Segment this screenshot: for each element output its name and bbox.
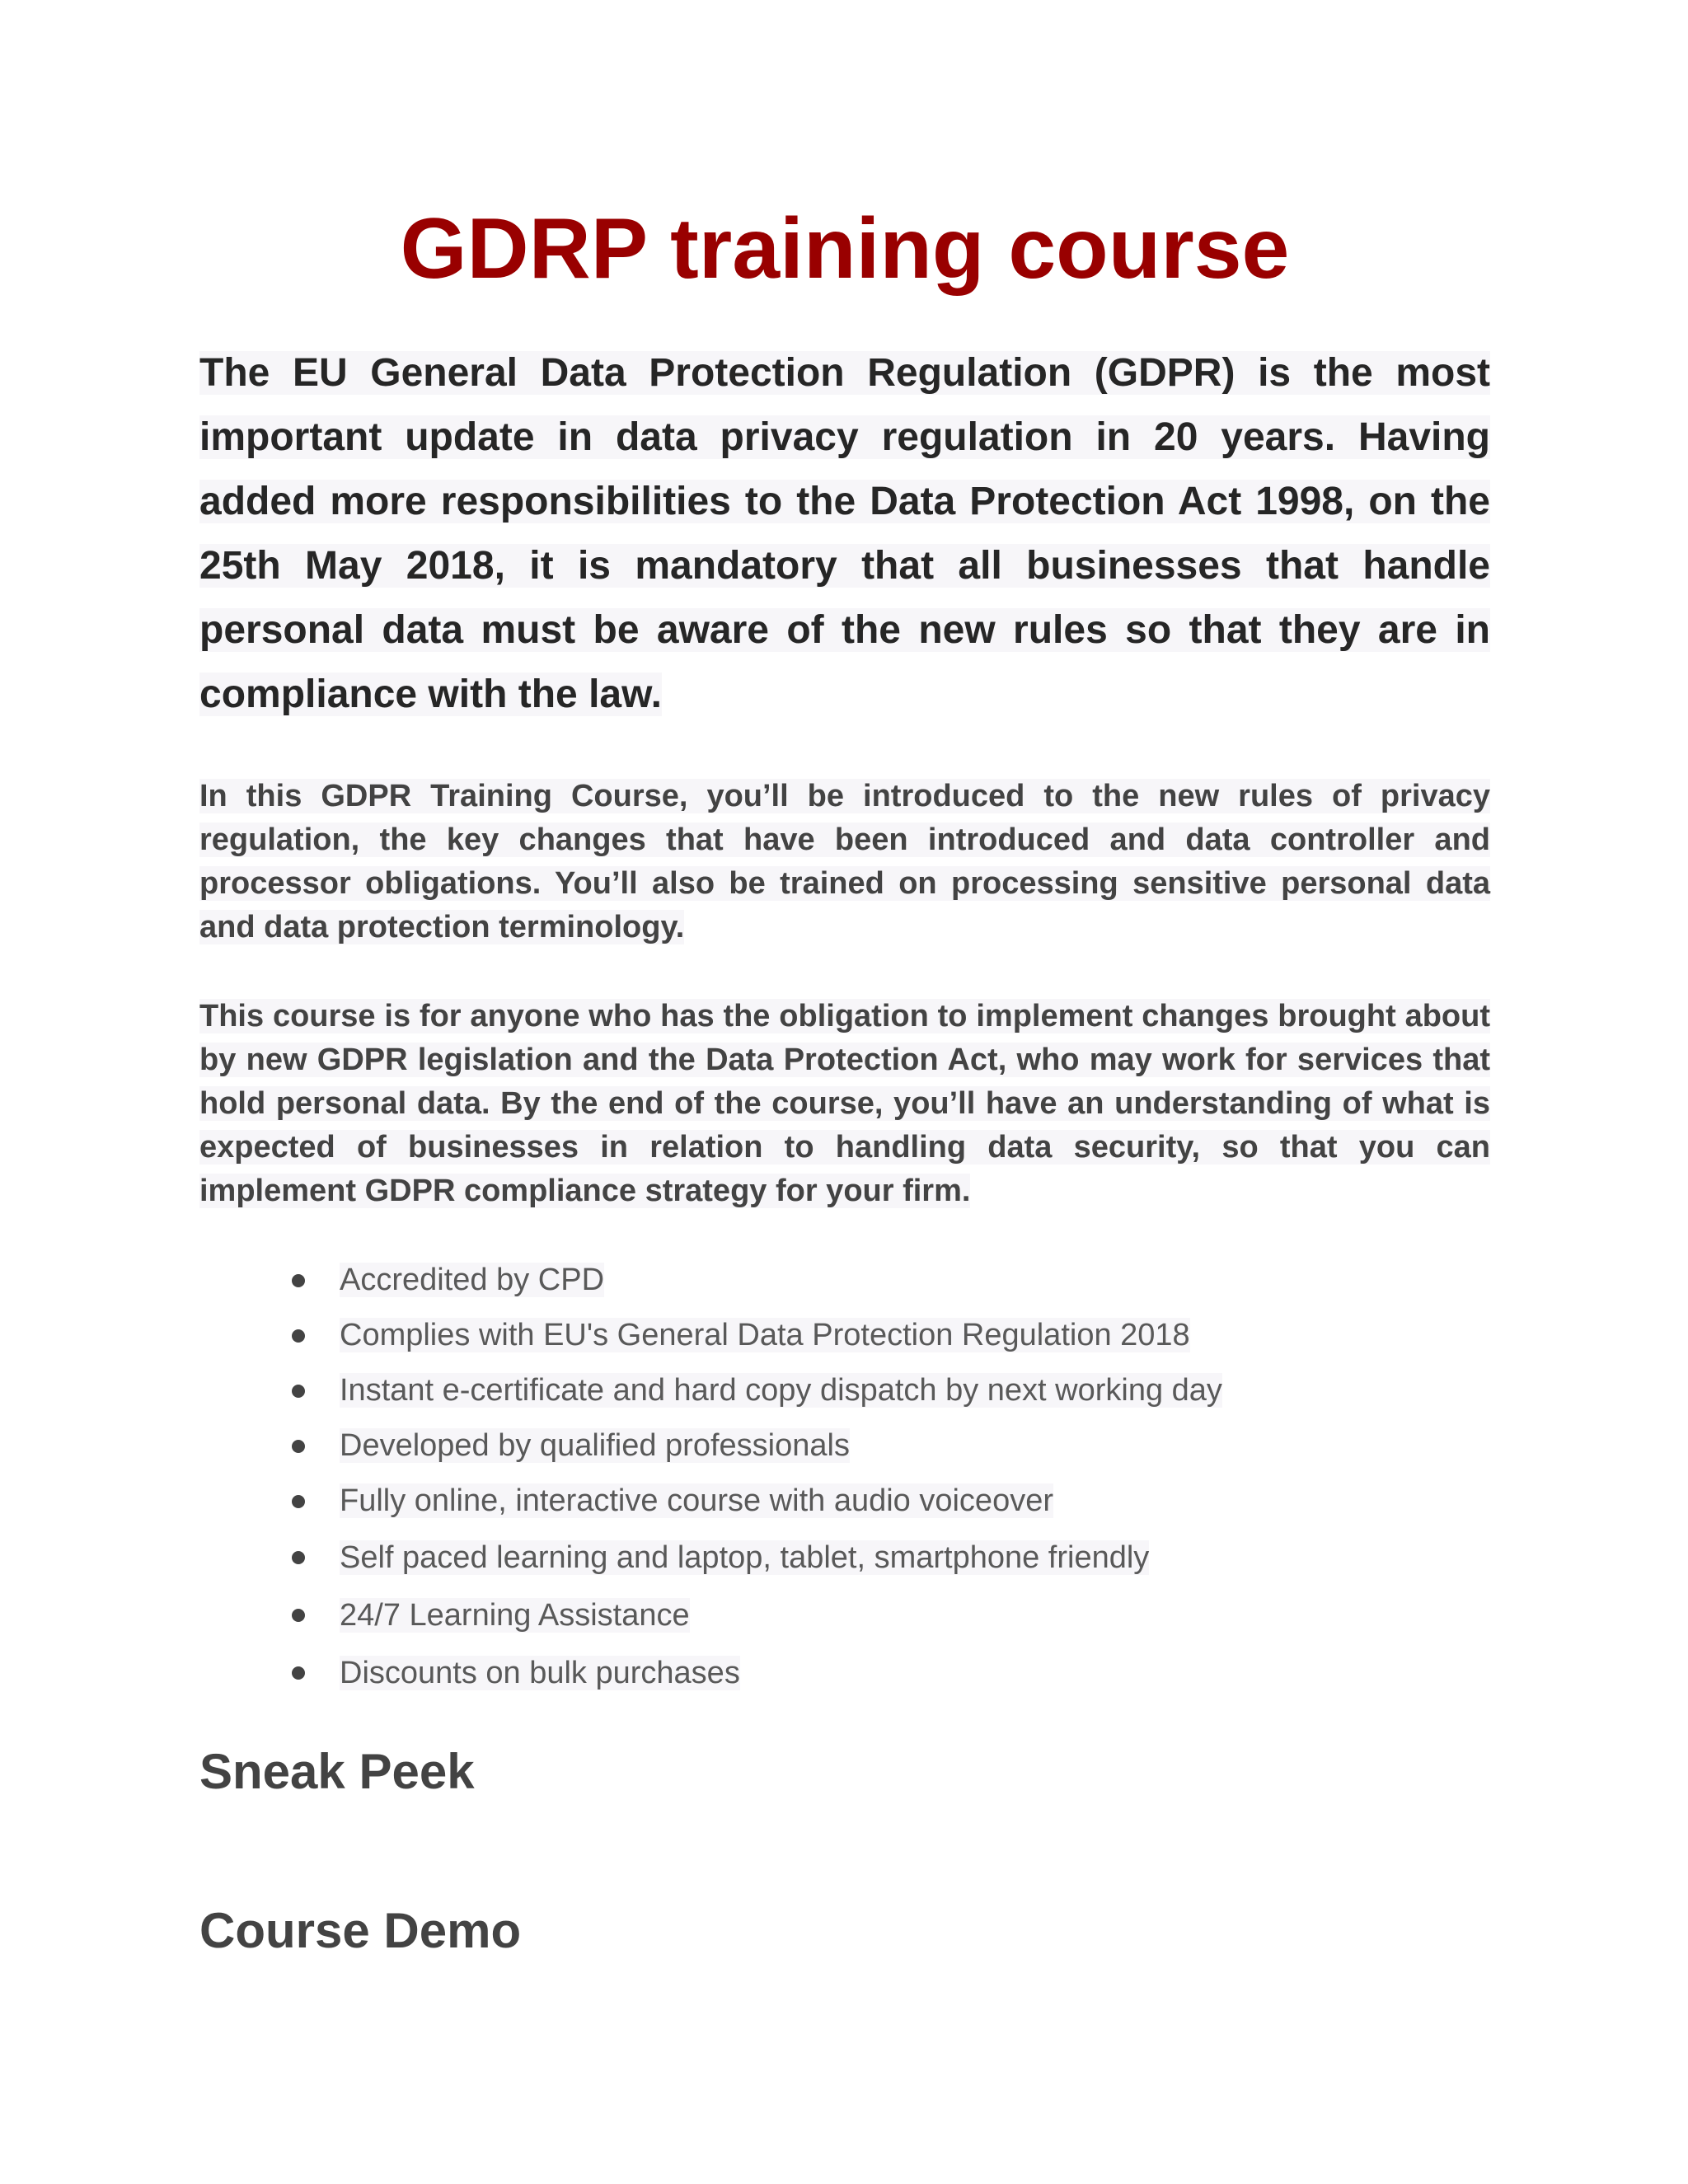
bullet-icon (292, 1274, 305, 1287)
bullet-icon (292, 1329, 305, 1343)
bullet-icon (292, 1385, 305, 1398)
list-item (282, 1529, 1222, 1586)
feature-text: 24/7 Learning Assistance (340, 1598, 690, 1633)
course-demo-heading: Course Demo (199, 1903, 522, 1958)
list-item (282, 1253, 1222, 1308)
list-item (282, 1474, 1222, 1529)
feature-text: Self paced learning and laptop, tablet, smartphone friendly (340, 1540, 1150, 1575)
feature-text: Fully online, interactive course with audio voiceover (340, 1483, 1053, 1518)
audience-paragraph (199, 995, 1490, 1213)
bullet-icon (292, 1551, 305, 1564)
bullet-icon (292, 1495, 305, 1508)
audience-text: This course is for anyone who has the obligation to implement changes brought about by new GDPR legislation and the Data Protection Act, who may work for services that hold personal data. By the end of the course, you’ll have an understanding of what is expected of businesses in relation to handling data security, so that you can implement GDPR compliance strategy for your firm. (199, 999, 1490, 1208)
feature-text: Complies with EU's General Data Protection Regulation 2018 (340, 1318, 1190, 1352)
course-description-text: In this GDPR Training Course, you’ll be introduced to the new rules of privacy regulation, the key changes that have been introduced and data controller and processor obligations. You’ll also be trained on processing sensitive personal data and data protection terminology. (199, 779, 1490, 944)
bullet-icon (292, 1440, 305, 1453)
course-description-paragraph (199, 775, 1490, 949)
list-item (282, 1363, 1222, 1418)
bullet-icon (292, 1609, 305, 1622)
feature-text: Instant e-certificate and hard copy dispatch by next working day (340, 1373, 1222, 1408)
list-item (282, 1418, 1222, 1474)
list-item (282, 1586, 1222, 1644)
bullet-icon (292, 1666, 305, 1680)
feature-text: Accredited by CPD (340, 1263, 605, 1297)
sneak-peek-heading: Sneak Peek (199, 1744, 475, 1799)
list-item (282, 1308, 1222, 1363)
intro-paragraph (199, 341, 1490, 727)
page-title: GDRP training course (400, 201, 1290, 297)
features-list (282, 1253, 1222, 1702)
feature-text: Developed by qualified professionals (340, 1428, 850, 1463)
feature-text: Discounts on bulk purchases (340, 1656, 740, 1690)
list-item (282, 1644, 1222, 1702)
intro-text: The EU General Data Protection Regulation (GDPR) is the most important update in data privacy regulation in 20 years. Having added more responsibilities to the Data Protection Act 1998, on the 25th May 2018, it is mandatory that all businesses that handle personal data must be aware of the new rules so that they are in compliance with the law. (199, 351, 1490, 716)
